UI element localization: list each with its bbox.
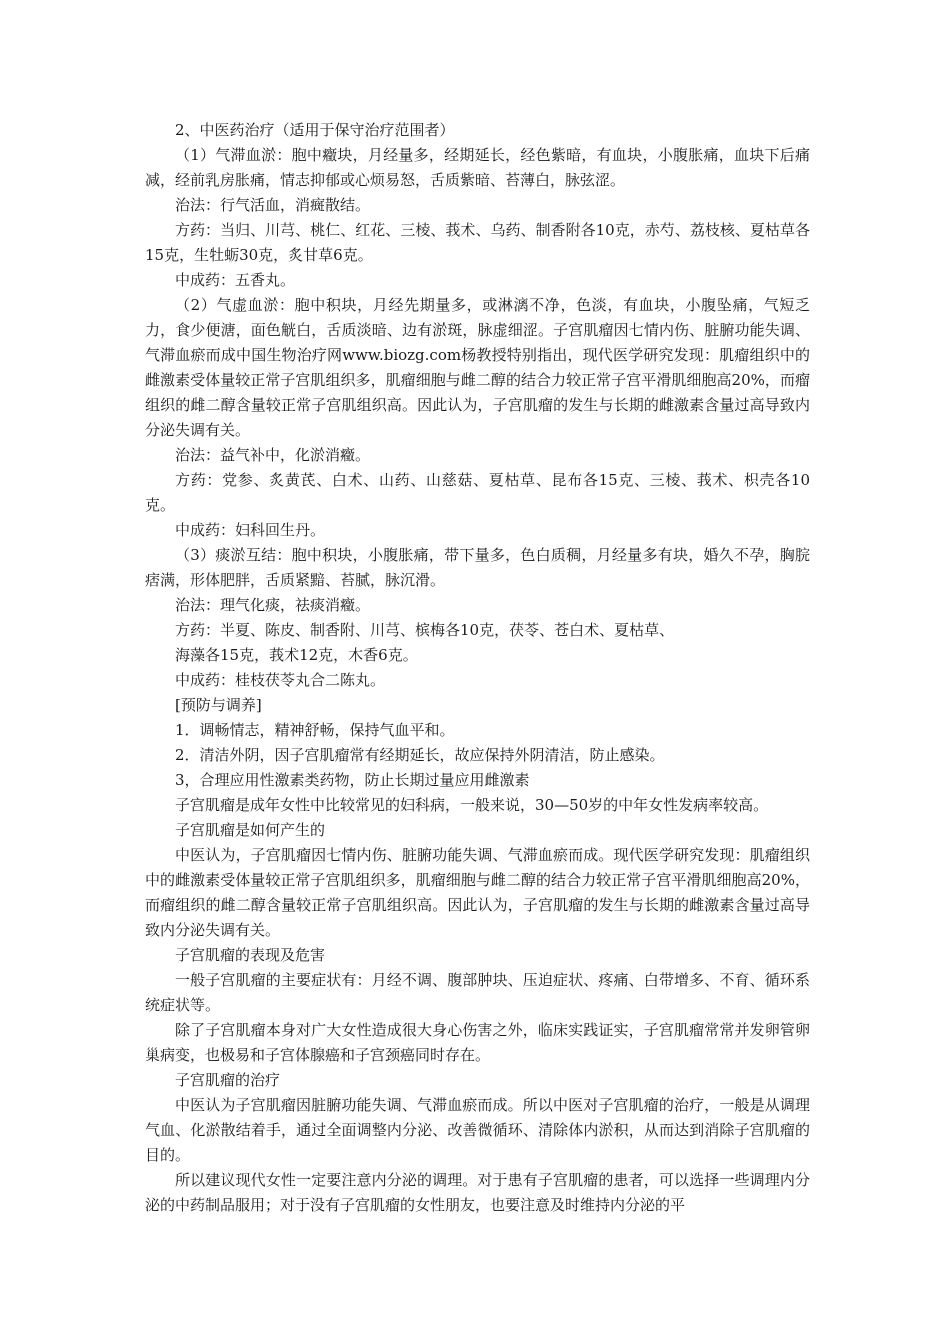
paragraph: 中成药：桂枝茯苓丸合二陈丸。: [175, 671, 386, 689]
paragraph: 治法：行气活血，消癍散结。: [175, 196, 371, 214]
paragraph: 除了子宫肌瘤本身对广大女性造成很大身心伤害之外，临床实践证实，子宫肌瘤常常并发卵管卵巢病变，也极易和子宫体腺癌和子宫颈癌同时存在。: [145, 1021, 810, 1064]
paragraph: 一般子宫肌瘤的主要症状有：月经不调、腹部肿块、压迫症状、疼痛、白带增多、不育、循环系统症状等。: [145, 971, 810, 1014]
paragraph: （3）痰淤互结：胞中积块，小腹胀痛，带下量多，色白质稠，月经量多有块，婚久不孕，胸脘痞满，形体肥胖，舌质紧黯、苔腻，脉沉滑。: [145, 546, 810, 589]
paragraph: 治法：益气补中，化淤消癥。: [175, 446, 371, 464]
section-heading: 子宫肌瘤的表现及危害: [175, 946, 326, 964]
document-body: [145, 118, 810, 1218]
paragraph: 方药：半夏、陈皮、制香附、川芎、槟梅各10克，茯苓、苍白术、夏枯草、: [175, 621, 675, 639]
section-heading: 子宫肌瘤是如何产生的: [175, 821, 326, 839]
paragraph: 中成药：五香丸。: [175, 271, 296, 289]
paragraph: 中医认为子宫肌瘤因脏腑功能失调、气滞血瘀而成。所以中医对子宫肌瘤的治疗，一般是从调理气血、化淤散结着手，通过全面调整内分泌、改善微循环、清除体内淤积，从而达到消除子宫肌瘤的目的。: [145, 1096, 810, 1164]
paragraph: （1）气滞血淤：胞中癥块，月经量多，经期延长，经色紫暗，有血块，小腹胀痛，血块下后痛减，经前乳房胀痛，情志抑郁或心烦易怒，舌质紫暗、苔薄白，脉弦涩。: [145, 146, 810, 189]
paragraph: 方药：党参、炙黄芪、白术、山药、山慈菇、夏枯草、昆布各15克、三棱、莪术、枳壳各10克。: [145, 471, 810, 514]
paragraph: 子宫肌瘤是成年女性中比较常见的妇科病，一般来说，30—50岁的中年女性发病率较高。: [175, 796, 769, 814]
list-item: 3，合理应用性激素类药物，防止长期过量应用雌激素: [175, 771, 530, 789]
section-heading: [预防与调养]: [175, 696, 262, 714]
paragraph: 中成药：妇科回生丹。: [175, 521, 326, 539]
list-item: 2．清洁外阴，因子宫肌瘤常有经期延长，故应保持外阴清洁，防止感染。: [175, 746, 665, 764]
paragraph: 海藻各15克，莪术12克，木香6克。: [175, 646, 418, 664]
list-item: 1．调畅情志，精神舒畅，保持气血平和。: [175, 721, 455, 739]
paragraph: 所以建议现代女性一定要注意内分泌的调理。对于患有子宫肌瘤的患者，可以选择一些调理内分泌的中药制品服用；对于没有子宫肌瘤的女性朋友，也要注意及时维持内分泌的平: [145, 1171, 810, 1214]
paragraph: 治法：理气化痰，祛痰消癥。: [175, 596, 371, 614]
paragraph: （2）气虚血淤：胞中积块，月经先期量多，或淋漓不净，色淡，有血块，小腹坠痛，气短乏力，食少便溏，面色觥白，舌质淡暗、边有淤斑，脉虚细涩。子宫肌瘤因七情内伤、脏腑功能失调、气滞血瘀而成中国生物治疗网www.biozg.com杨教授特别指出，现代医学研究发现：肌瘤组织中的雌激素受体量较正常子宫肌组织多，肌瘤细胞与雌二醇的结合力较正常子宫平滑肌细胞高20%，而瘤组织的雌二醇含量较正常子宫肌组织高。因此认为，子宫肌瘤的发生与长期的雌激素含量过高导致内分泌失调有关。: [145, 296, 810, 439]
paragraph: 中医认为，子宫肌瘤因七情内伤、脏腑功能失调、气滞血瘀而成。现代医学研究发现：肌瘤组织中的雌激素受体量较正常子宫肌组织多，肌瘤细胞与雌二醇的结合力较正常子宫平滑肌细胞高20%，而瘤组织的雌二醇含量较正常子宫肌组织高。因此认为，子宫肌瘤的发生与长期的雌激素含量过高导致内分泌失调有关。: [145, 846, 810, 939]
section-heading: 子宫肌瘤的治疗: [175, 1071, 281, 1089]
section-heading: 2、中医药治疗（适用于保守治疗范围者）: [175, 121, 455, 139]
paragraph: 方药：当归、川芎、桃仁、红花、三棱、莪术、乌药、制香附各10克，赤芍、荔枝核、夏枯草各15克，生牡蛎30克，炙甘草6克。: [145, 221, 810, 264]
